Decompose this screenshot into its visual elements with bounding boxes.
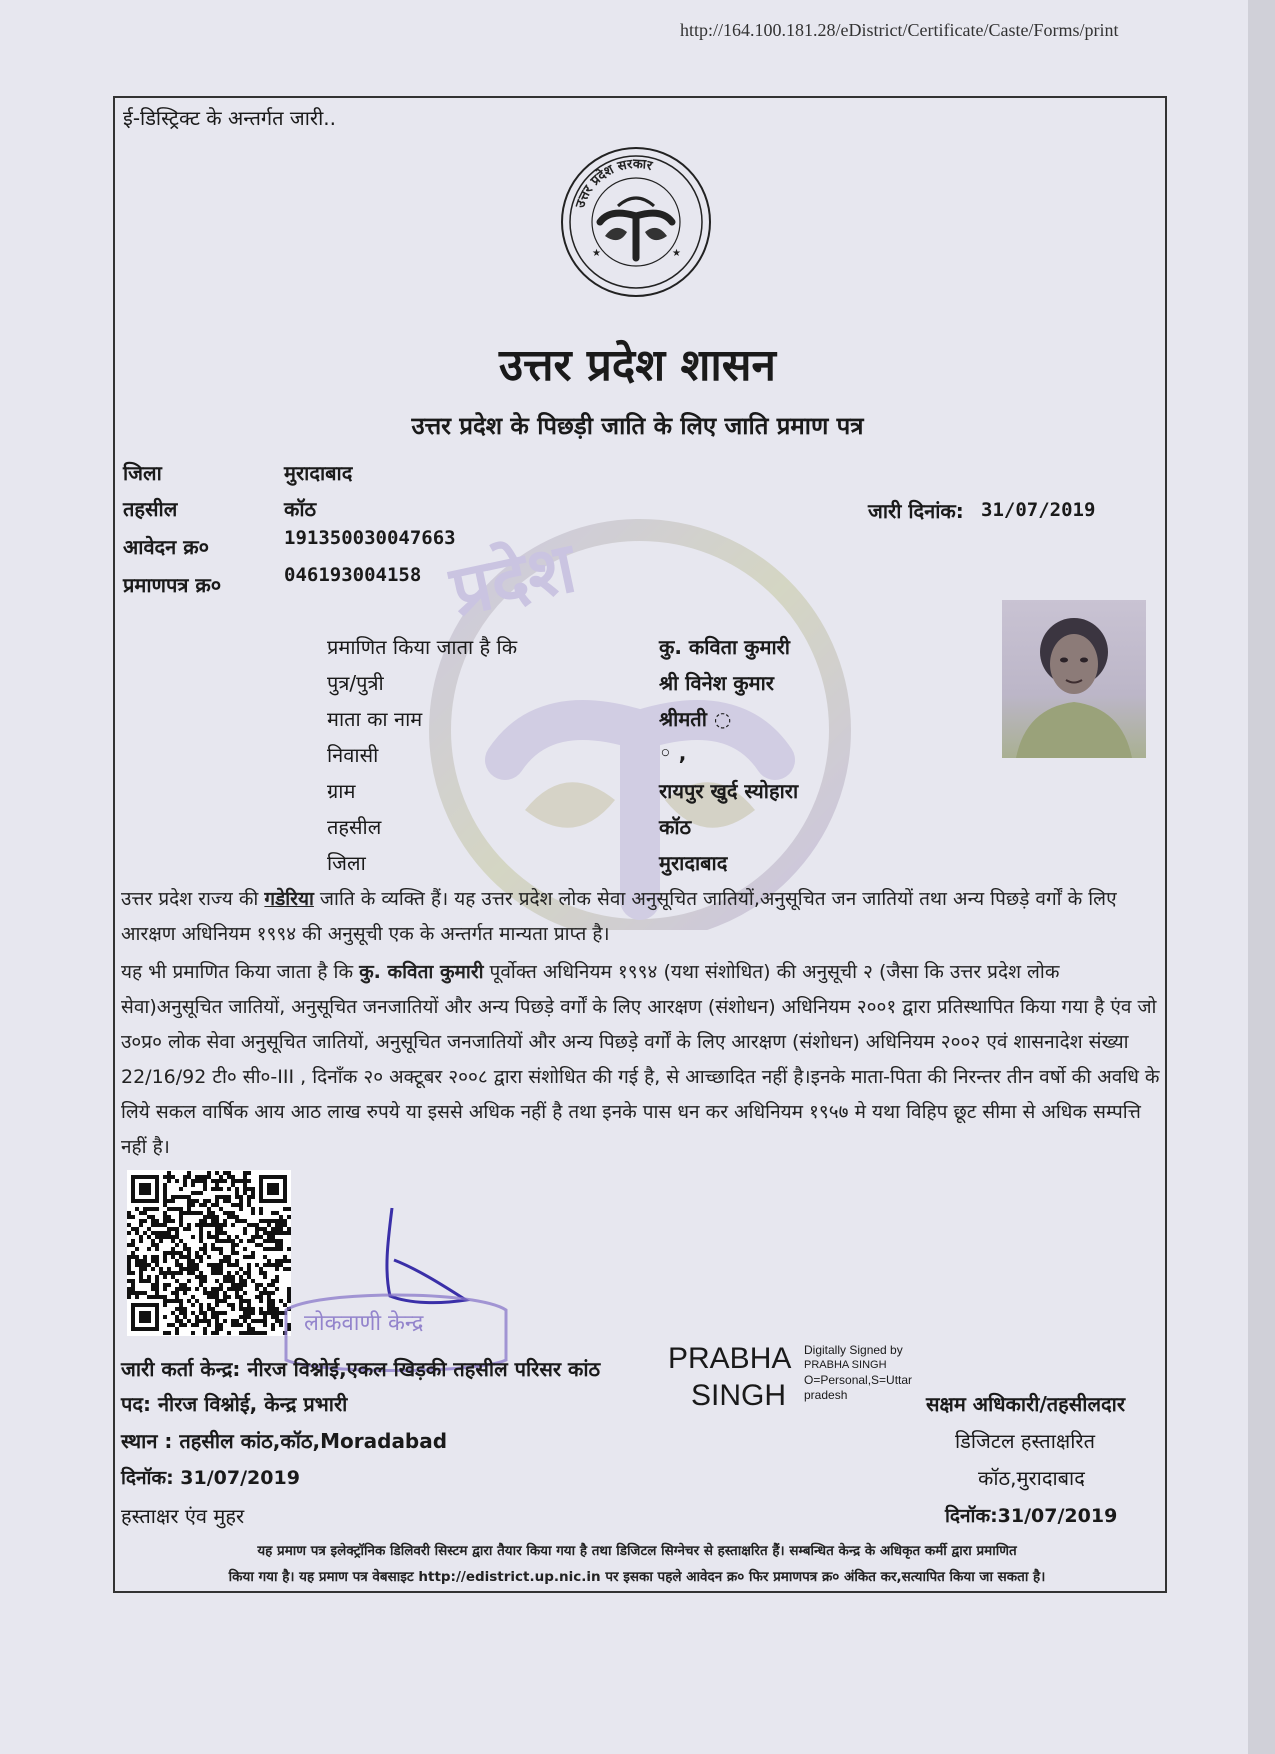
village-label: ग्राम — [327, 779, 356, 803]
caste-paragraph — [121, 882, 1161, 952]
verification-qr-code — [127, 1170, 291, 1336]
digital-signature-details — [804, 1343, 912, 1403]
seal-watermark — [375, 500, 905, 930]
detail-district-label: जिला — [327, 851, 366, 875]
issuer-designation: पद: नीरज विश्नोई, केन्द्र प्रभारी — [121, 1392, 348, 1416]
p2-applicant-name: कु. कविता कुमारी — [359, 961, 484, 983]
issue-date-label: जारी दिनांक: — [868, 499, 964, 523]
resident-label: निवासी — [327, 743, 379, 767]
digital-signer-first-name: PRABHA — [668, 1342, 792, 1375]
digital-signature-line-3: O=Personal,S=Uttar — [804, 1373, 913, 1387]
certificate-number-value: 046193004158 — [284, 564, 422, 586]
parent-name: श्री विनेश कुमार — [659, 671, 774, 695]
svg-text:★: ★ — [592, 248, 601, 259]
digital-signer-last-name: SINGH — [691, 1379, 787, 1412]
certified-label: प्रमाणित किया जाता है कि — [327, 635, 518, 659]
scan-edge — [1248, 0, 1275, 1754]
detail-district-value: मुरादाबाद — [659, 851, 728, 875]
page-title: उत्तर प्रदेश शासन — [499, 340, 776, 391]
resident-value: ◦ , — [659, 741, 687, 765]
district-value: मुरादाबाद — [284, 461, 353, 485]
detail-tehsil-value: कॉठ — [659, 815, 692, 839]
page-subtitle: उत्तर प्रदेश के पिछड़ी जाति के लिए जाति प्रमाण पत्र — [411, 412, 864, 440]
certificate-number-label: प्रमाणपत्र क्र० — [123, 573, 222, 597]
detail-tehsil-label: तहसील — [327, 815, 382, 839]
p1-end: जाति के व्यक्ति हैं। यह उत्तर प्रदेश लोक सेवा अनुसूचित जातियों,अनुसूचित जन जातियों तथा अन्य पिछड़े वर्गों के लिए आरक्षण अधिनियम १९९४ की अनुसूची एक के अन्तर्गत मान्यता प्राप्त है। — [121, 888, 1117, 945]
applicant-name: कु. कविता कुमारी — [659, 635, 790, 659]
applicant-photo — [1002, 600, 1146, 758]
mother-label: माता का नाम — [327, 707, 423, 731]
issue-place: स्थान : तहसील कांठ,कॉठ,Moradabad — [121, 1429, 448, 1453]
tehsil-value: कॉठ — [284, 497, 317, 521]
mother-name: श्रीमती ◌ — [659, 707, 732, 731]
caste-name: गडेरिया — [264, 888, 314, 910]
issuer-date: दिनॉक: 31/07/2019 — [121, 1467, 300, 1489]
p2-start: यह भी प्रमाणित किया जाता है कि — [121, 961, 360, 983]
digital-signature-line-1: Digitally Signed by — [804, 1343, 903, 1357]
print-url: http://164.100.181.28/eDistrict/Certificate/Caste/Forms/print — [680, 20, 1119, 40]
creamy-layer-paragraph — [121, 955, 1161, 1165]
district-label: जिला — [123, 461, 162, 485]
digital-signature-line-2: PRABHA SINGH — [804, 1359, 887, 1371]
footer-note-line-1: यह प्रमाण पत्र इलेक्ट्रॉनिक डिलिवरी सिस्टम द्वारा तैयार किया गया है तथा डिजिटल सिग्नेचर से हस्ताक्षरित हैं। सम्बन्धित केन्द्र के अधिकृत कर्मी द्वारा प्रमाणित — [257, 1543, 1017, 1559]
digitally-signed-note: डिजिटल हस्ताक्षरित — [955, 1429, 1095, 1453]
svg-text:उत्तर प्रदेश सरकार: उत्तर प्रदेश सरकार — [573, 156, 654, 210]
authority-place: कॉठ,मुरादाबाद — [978, 1466, 1085, 1490]
svg-text:★: ★ — [672, 248, 681, 259]
issue-date-value: 31/07/2019 — [981, 499, 1096, 521]
village-value: रायपुर खुर्द स्योहारा — [659, 779, 799, 803]
digital-signature-line-4: pradesh — [804, 1388, 848, 1402]
p2-end: पूर्वोक्त अधिनियम १९९४ (यथा संशोधित) की अनुसूची २ (जैसा कि उत्तर प्रदेश लोक सेवा)अनुसूचित जातियों, अनुसूचित जनजातियों और अन्य पिछड़े वर्गों के लिए आरक्षण (संशोधन) अधिनियम २००१ द्वारा प्रतिस्थापित किया गया है एंव जो उ०प्र० लोक सेवा अनुसूचित जातियों, अनुसूचित जनजातियों और अन्य पिछड़े वर्गों के लिए आरक्षण (संशोधन) अधिनियम २००२ एवं शासनादेश संख्या 22/16/92 टी० सी०-III , दिनाँक २० अक्टूबर २००८ द्वारा संशोधित की गई है, से आच्छादित नहीं है।इनके माता-पिता की निरन्तर तीन वर्षो की अवधि के लिये सकल वार्षिक आय आठ लाख रुपये या इससे अधिक नहीं है तथा इनके पास धन कर अधिनियम १९५७ मे यथा विहिप छूट सीमा से अधिक सम्पत्ति नहीं है। — [121, 961, 1160, 1158]
parent-label: पुत्र/पुत्री — [327, 671, 384, 695]
issuing-centre: जारी कर्ता केन्द्र: नीरज विश्नोई,एकल खिड़की तहसील परिसर कांठ — [121, 1357, 601, 1381]
application-number-value: 191350030047663 — [284, 527, 456, 549]
tehsil-label: तहसील — [123, 497, 178, 521]
authority-title: सक्षम अधिकारी/तहसीलदार — [926, 1392, 1126, 1416]
svg-text:लोकवाणी केन्द्र: लोकवाणी केन्द्र — [304, 1311, 424, 1336]
up-government-emblem — [560, 146, 712, 298]
authority-date: दिनॉक:31/07/2019 — [945, 1505, 1118, 1527]
footer-note-line-2: किया गया है। यह प्रमाण पत्र वेबसाइट http://edistrict.up.nic.in पर इसका पहले आवेदन क्र० फिर प्रमाणपत्र क्र० अंकित कर,सत्यापित किया जा सकता है। — [228, 1569, 1046, 1585]
application-number-label: आवेदन क्र० — [123, 535, 210, 559]
svg-text:प्रदेश: प्रदेश — [443, 526, 583, 633]
signature-and-seal-label: हस्ताक्षर एंव मुहर — [121, 1504, 245, 1528]
issued-under-note: ई-डिस्ट्रिक्ट के अन्तर्गत जारी.. — [123, 106, 336, 130]
p1-start: उत्तर प्रदेश राज्य की — [121, 888, 265, 910]
